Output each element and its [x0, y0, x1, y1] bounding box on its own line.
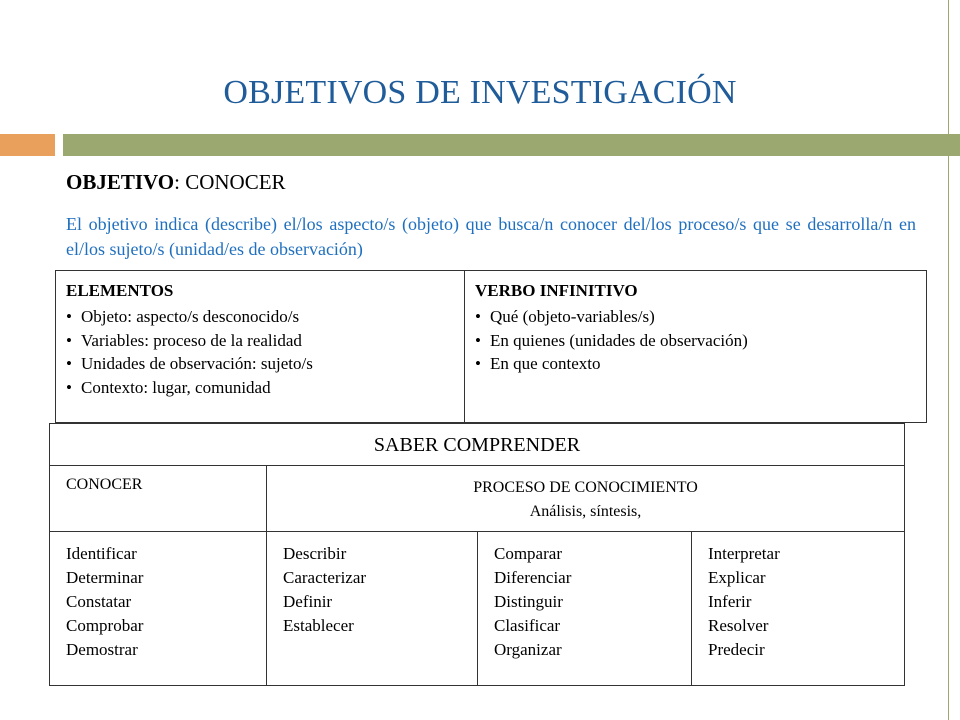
list-item: • Contexto: lugar, comunidad — [66, 376, 454, 400]
verb-column-4 — [692, 532, 904, 685]
verb-item: Resolver — [708, 616, 769, 635]
saber-comprender-heading: SABER COMPRENDER — [50, 424, 904, 466]
conocer-cell: CONOCER — [50, 466, 267, 531]
elements-column — [56, 271, 465, 422]
list-item: • Objeto: aspecto/s desconocido/s — [66, 305, 454, 329]
objective-description: El objetivo indica (describe) el/los aspecto/s (objeto) que busca/n conocer del/los proceso/s que se desarrolla/n en el/los sujeto/s (unidad/es de observación) — [66, 214, 916, 259]
verb-item: Inferir — [708, 592, 752, 611]
verbo-infinitivo-column — [465, 271, 926, 422]
list-item: • Qué (objeto-variables/s) — [475, 305, 916, 329]
verb-item: Organizar — [494, 640, 562, 659]
list-item: • En que contexto — [475, 352, 916, 376]
verb-item: Clasificar — [494, 616, 561, 635]
verb-item: Definir — [283, 592, 333, 611]
list-item: • Variables: proceso de la realidad — [66, 329, 454, 353]
proceso-subtitle: Análisis, síntesis, — [529, 503, 642, 520]
verbo-infinitivo-list — [475, 305, 916, 376]
objective-heading — [66, 170, 286, 195]
verb-item: Establecer — [283, 616, 354, 635]
elements-heading: ELEMENTOS — [66, 281, 174, 300]
verb-item: Describir — [283, 544, 347, 563]
objective-value: CONOCER — [185, 170, 286, 194]
verb-column-1 — [50, 532, 267, 685]
verbo-infinitivo-heading: VERBO INFINITIVO — [475, 281, 638, 300]
verb-item: Demostrar — [66, 640, 138, 659]
verb-item: Caracterizar — [283, 568, 367, 587]
verb-item: Predecir — [708, 640, 765, 659]
verb-item: Identificar — [66, 544, 137, 563]
elements-list — [66, 305, 454, 399]
page-title: OBJETIVOS DE INVESTIGACIÓN — [223, 74, 737, 111]
accent-bar-orange — [0, 134, 55, 156]
verb-item: Explicar — [708, 568, 766, 587]
verb-item: Constatar — [66, 592, 132, 611]
accent-bar-green — [63, 134, 960, 156]
verb-item: Interpretar — [708, 544, 780, 563]
verb-item: Diferenciar — [494, 568, 572, 587]
verbs-row — [50, 532, 904, 685]
verb-column-2 — [267, 532, 478, 685]
verb-item: Determinar — [66, 568, 144, 587]
proceso-cell — [267, 466, 904, 531]
list-item: • En quienes (unidades de observación) — [475, 329, 916, 353]
objective-label: OBJETIVO — [66, 170, 175, 194]
elements-table — [55, 270, 927, 423]
verb-column-3 — [478, 532, 692, 685]
verb-item: Comprobar — [66, 616, 144, 635]
saber-subheader-row — [50, 466, 904, 532]
list-item: • Unidades de observación: sujeto/s — [66, 352, 454, 376]
verb-item: Distinguir — [494, 592, 563, 611]
saber-comprender-table — [49, 423, 905, 686]
verb-item: Comparar — [494, 544, 562, 563]
proceso-title: PROCESO DE CONOCIMIENTO — [473, 479, 698, 496]
objective-separator: : — [174, 170, 186, 194]
